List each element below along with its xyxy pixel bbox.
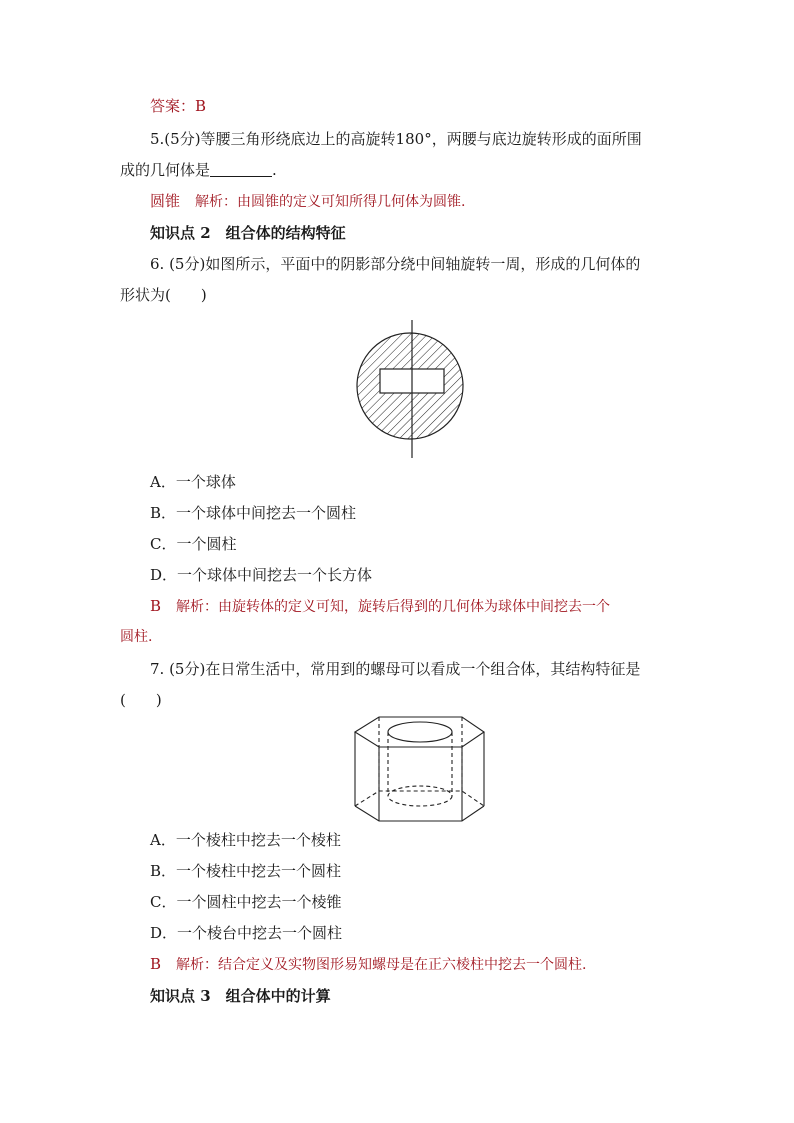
q6-option-a: A．一个球体 [150,473,236,491]
q5-answer: 圆锥 [150,192,181,210]
q7-answer: B [150,955,162,973]
q6-option-c: C．一个圆柱 [150,535,237,553]
q7-figure-hex-nut [352,714,492,824]
q5-line2-prefix: 成的几何体是 [120,161,211,179]
q6-line1: 6. (5分)如图所示，平面中的阴影部分绕中间轴旋转一周，形成的几何体的 [150,255,641,273]
q5-line1: 5.(5分)等腰三角形绕底边上的高旋转180°，两腰与底边旋转形成的面所围 [150,130,642,148]
q7-option-a: A．一个棱柱中挖去一个棱柱 [150,831,341,849]
q7-line2: ( ) [120,691,162,709]
q6-analysis-text-1: 由旋转体的定义可知，旋转后得到的几何体为球体中间挖去一个 [218,599,611,615]
section-3-heading: 知识点 3 组合体中的计算 [150,987,331,1005]
q5-line2-suffix: . [272,161,277,179]
q7-option-c: C．一个圆柱中挖去一个棱锥 [150,893,342,911]
prev-answer-value: B [195,97,207,115]
prev-answer [150,96,206,116]
q7-line1: 7. (5分)在日常生活中，常用到的螺母可以看成一个组合体，其结构特征是 [150,660,641,678]
q7-option-d: D．一个棱台中挖去一个圆柱 [150,924,343,942]
q7-option-b: B．一个棱柱中挖去一个圆柱 [150,862,342,880]
q5-analysis-label: 解析： [195,194,238,210]
q6-answer: B [150,597,162,615]
prev-answer-label: 答案： [150,97,196,115]
q6-option-b: B．一个球体中间挖去一个圆柱 [150,504,357,522]
section-2-heading: 知识点 2 组合体的结构特征 [150,224,346,242]
q6-option-d: D．一个球体中间挖去一个长方体 [150,566,373,584]
q7-analysis-text: 结合定义及实物图形易知螺母是在正六棱柱中挖去一个圆柱. [218,957,587,973]
q6-figure-hatched-circle [348,320,478,460]
q5-analysis-text: 由圆锥的定义可知所得几何体为圆锥. [237,194,466,210]
q5-answer-blank [210,162,272,177]
q7-analysis-label: 解析： [176,957,219,973]
q6-line2: 形状为( ) [120,286,207,304]
q6-solution-line1 [150,596,610,617]
q5-solution [150,191,465,212]
q6-analysis-text-2: 圆柱. [120,629,153,645]
q7-solution [150,954,587,975]
q6-analysis-label: 解析： [176,599,219,615]
q5-line2 [120,160,277,180]
